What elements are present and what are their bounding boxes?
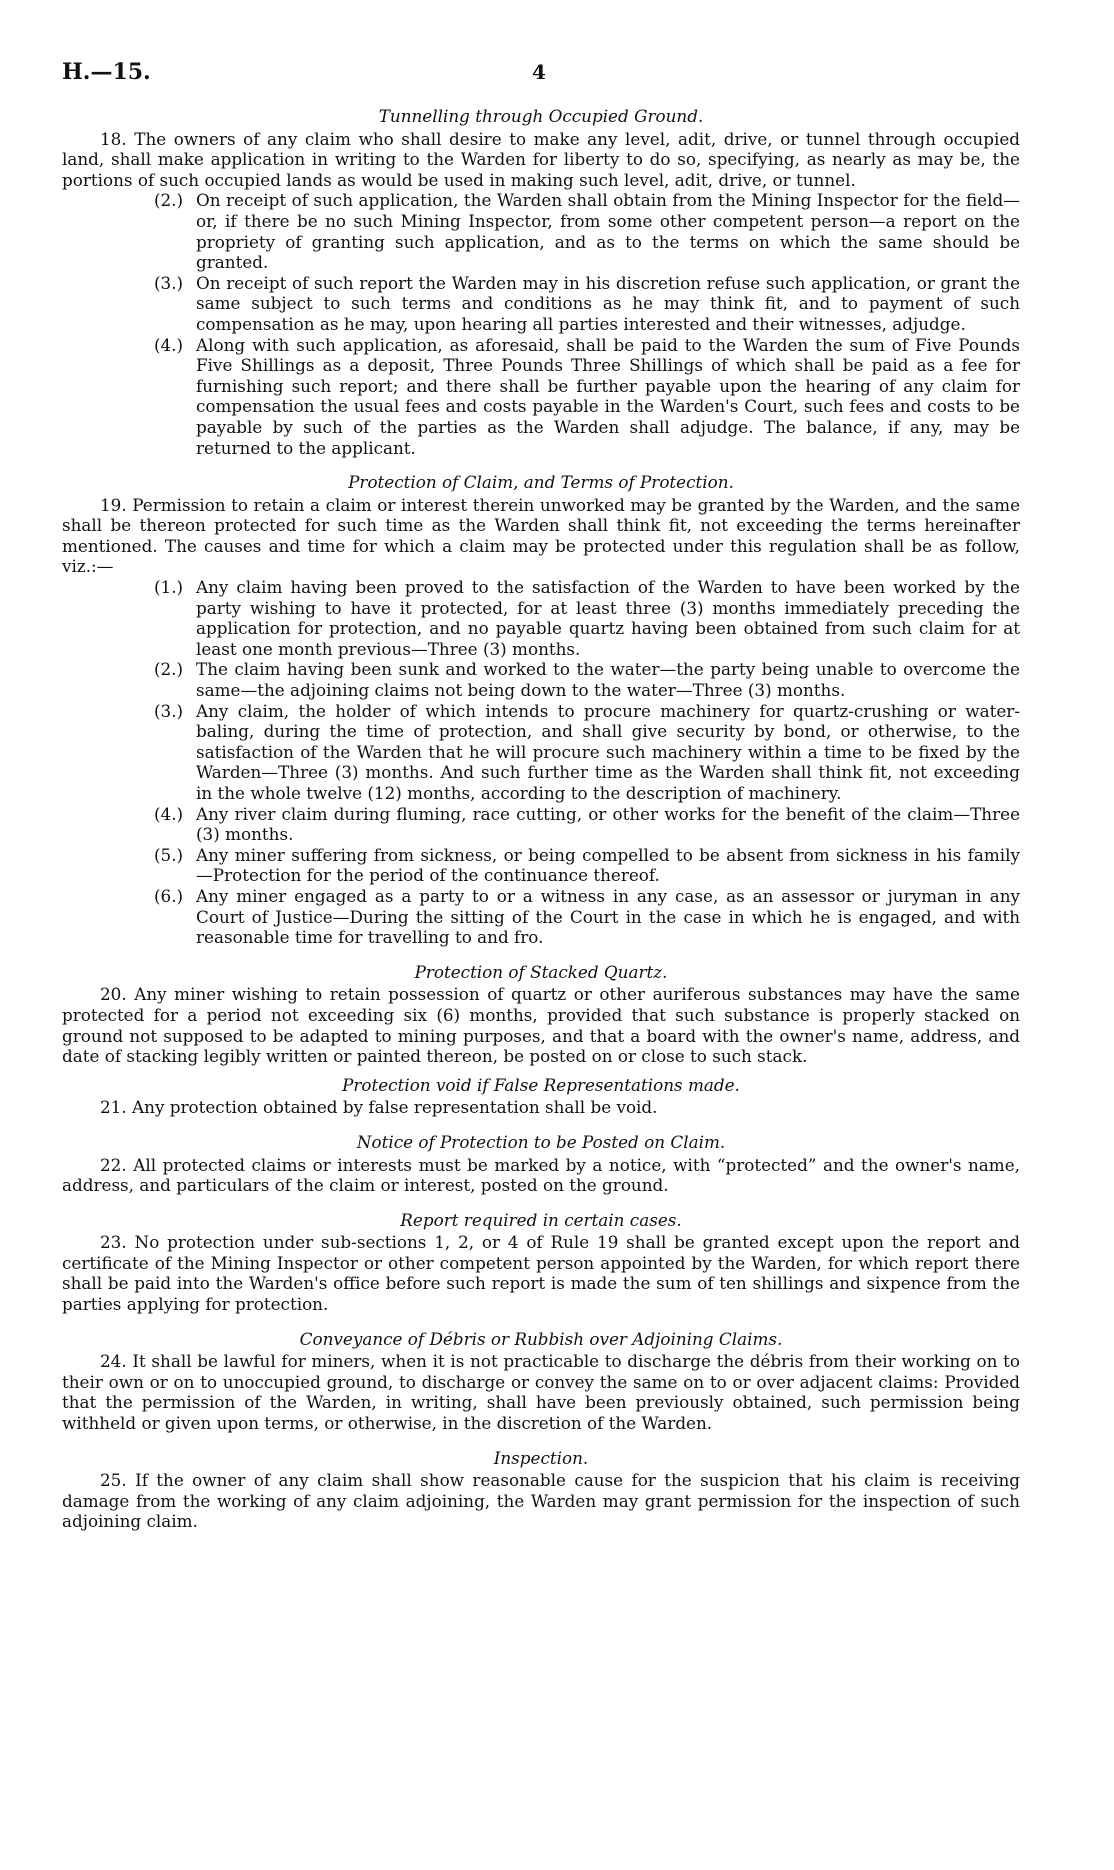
subsection	[62, 659, 1020, 700]
subsection-text: Any miner suffering from sickness, or being compelled to be absent from sickness in his family—Protection for the period of the continuance thereof.	[196, 844, 1020, 886]
subsection	[62, 845, 1020, 886]
section-report-required	[62, 1210, 1020, 1315]
section-protection-of-claim	[62, 472, 1020, 948]
subsection-number: (3.)	[154, 272, 184, 293]
section-heading: Protection of Stacked Quartz.	[414, 961, 668, 982]
section-tunnelling	[62, 106, 1020, 458]
subsection	[62, 804, 1020, 845]
paragraph-21: 21. Any protection obtained by false representation shall be void.	[100, 1097, 658, 1118]
subsection-number: (2.)	[154, 190, 184, 211]
subsection-text: Any river claim during fluming, race cutting, or other works for the benefit of the claim—Three (3) months.	[196, 803, 1020, 845]
section-heading: Tunnelling through Occupied Ground.	[378, 106, 704, 126]
section-stacked-quartz	[62, 962, 1020, 1067]
subsection-text: On receipt of such application, the Warden shall obtain from the Mining Inspector for the field—or, if there be no such Mining Inspector, from some other competent person—a report on the propriety of granting such application, and as to the terms on which the same should be granted.	[196, 190, 1020, 273]
subsection-text: Any claim, the holder of which intends to procure machinery for quartz-crushing or water-baling, during the time of protection, and shall give security by bond, or otherwise, to the satisfaction of the Warden that he will procure such machinery within a time to be fixed by the Warden—Three (3) months. And such further time as the Warden shall think fit, not exceeding in the whole twelve (12) months, according to the description of machinery.	[196, 700, 1020, 803]
paragraph-19: 19. Permission to retain a claim or interest therein unworked may be granted by the Warden, and the same shall be thereon protected for such time as the Warden shall think fit, not exceeding the terms hereinafter mentioned. The causes and time for which a claim may be protected under this regulation shall be as follow, viz.:—	[62, 494, 1020, 577]
section-heading: Protection of Claim, and Terms of Protection.	[348, 472, 734, 493]
subsection-text: Along with such application, as aforesaid, shall be paid to the Warden the sum of Five Pounds Five Shillings as a deposit, Three Pounds Three Shillings of which shall be paid as a fee for furnishing such report; and there shall be further payable upon the hearing of any claim for compensation the usual fees and costs payable in the Warden's Court, such fees and costs to be payable by such of the parties as the Warden shall adjudge. The balance, if any, may be returned to the applicant.	[196, 334, 1020, 458]
section-heading: Conveyance of Débris or Rubbish over Adjoining Claims.	[299, 1328, 783, 1349]
paragraph-24: 24. It shall be lawful for miners, when it is not practicable to discharge the débris from their working on to their own or on to unoccupied ground, to discharge or convey the same on to or over adjacent claims: Provided that the permission of the Warden, in writing, shall have been previously obtained, such permission being withheld or given upon terms, or otherwise, in the discretion of the Warden.	[62, 1351, 1020, 1434]
section-protection-void	[62, 1075, 1020, 1118]
subsection	[62, 190, 1020, 272]
subsection-number: (4.)	[154, 334, 184, 355]
document-reference: H.—15.	[62, 59, 151, 85]
section-heading: Inspection.	[493, 1447, 589, 1468]
subsection-text: The claim having been sunk and worked to the water—the party being unable to overcome the same—the adjoining claims not being down to the water—Three (3) months.	[196, 659, 1020, 701]
section-inspection	[62, 1448, 1020, 1532]
section-heading: Notice of Protection to be Posted on Claim.	[356, 1131, 726, 1152]
section-heading: Report required in certain cases.	[400, 1209, 682, 1230]
section-heading: Protection void if False Representations made.	[342, 1074, 740, 1095]
subsection	[62, 701, 1020, 804]
subsection	[62, 335, 1020, 459]
subsection-text: Any claim having been proved to the satisfaction of the Warden to have been worked by the party wishing to have it protected, for at least three (3) months immediately preceding the application for protection, and no payable quartz having been obtained from such claim for at least one month previous—Three (3) months.	[196, 577, 1020, 659]
paragraph-18: 18. The owners of any claim who shall desire to make any level, adit, drive, or tunnel through occupied land, shall make application in writing to the Warden for liberty to do so, specifying, as nearly as may be, the portions of such occupied lands as would be used in making such level, adit, drive, or tunnel.	[62, 128, 1020, 190]
paragraph-22: 22. All protected claims or interests must be marked by a notice, with “protected” and the owner's name, address, and particulars of the claim or interest, posted on the ground.	[62, 1154, 1020, 1196]
paragraph-20: 20. Any miner wishing to retain possession of quartz or other auriferous substances may have the same protected for a period not exceeding six (6) months, provided that such substance is properly stacked on ground not supposed to be adapted to mining purposes, and that a board with the owner's name, address, and date of stacking legibly written or painted thereon, be posted on or close to such stack.	[62, 984, 1020, 1067]
subsection-number: (3.)	[154, 700, 184, 721]
section-notice-of-protection	[62, 1132, 1020, 1196]
paragraph-23: 23. No protection under sub-sections 1, 2, or 4 of Rule 19 shall be granted except upon the report and certificate of the Mining Inspector or other competent person appointed by the Warden, for which report there shall be paid into the Warden's office before such report is made the sum of ten shillings and sixpence from the parties applying for protection.	[62, 1232, 1020, 1315]
subsection-number: (1.)	[154, 577, 184, 598]
subsection-number: (2.)	[154, 659, 184, 680]
subsection-number: (6.)	[154, 885, 184, 906]
subsection-text: Any miner engaged as a party to or a witness in any case, as an assessor or juryman in any Court of Justice—During the sitting of the Court in the case in which he is engaged, and with reasonable time for travelling to and fro.	[196, 885, 1020, 948]
section-conveyance-of-debris	[62, 1329, 1020, 1434]
subsection	[62, 273, 1020, 335]
subsection	[62, 577, 1020, 659]
subsection-text: On receipt of such report the Warden may in his discretion refuse such application, or grant the same subject to such terms and conditions as he may think fit, and to payment of such compensation as he may, upon hearing all parties interested and their witnesses, adjudge.	[196, 272, 1020, 334]
document-page	[62, 59, 1020, 1532]
subsection-number: (5.)	[154, 844, 184, 865]
subsection	[62, 886, 1020, 948]
page-header	[62, 59, 1020, 98]
page-number: 4	[532, 60, 546, 84]
subsection-number: (4.)	[154, 803, 184, 824]
paragraph-25: 25. If the owner of any claim shall show reasonable cause for the suspicion that his claim is receiving damage from the working of any claim adjoining, the Warden may grant permission for the inspection of such adjoining claim.	[62, 1470, 1020, 1532]
